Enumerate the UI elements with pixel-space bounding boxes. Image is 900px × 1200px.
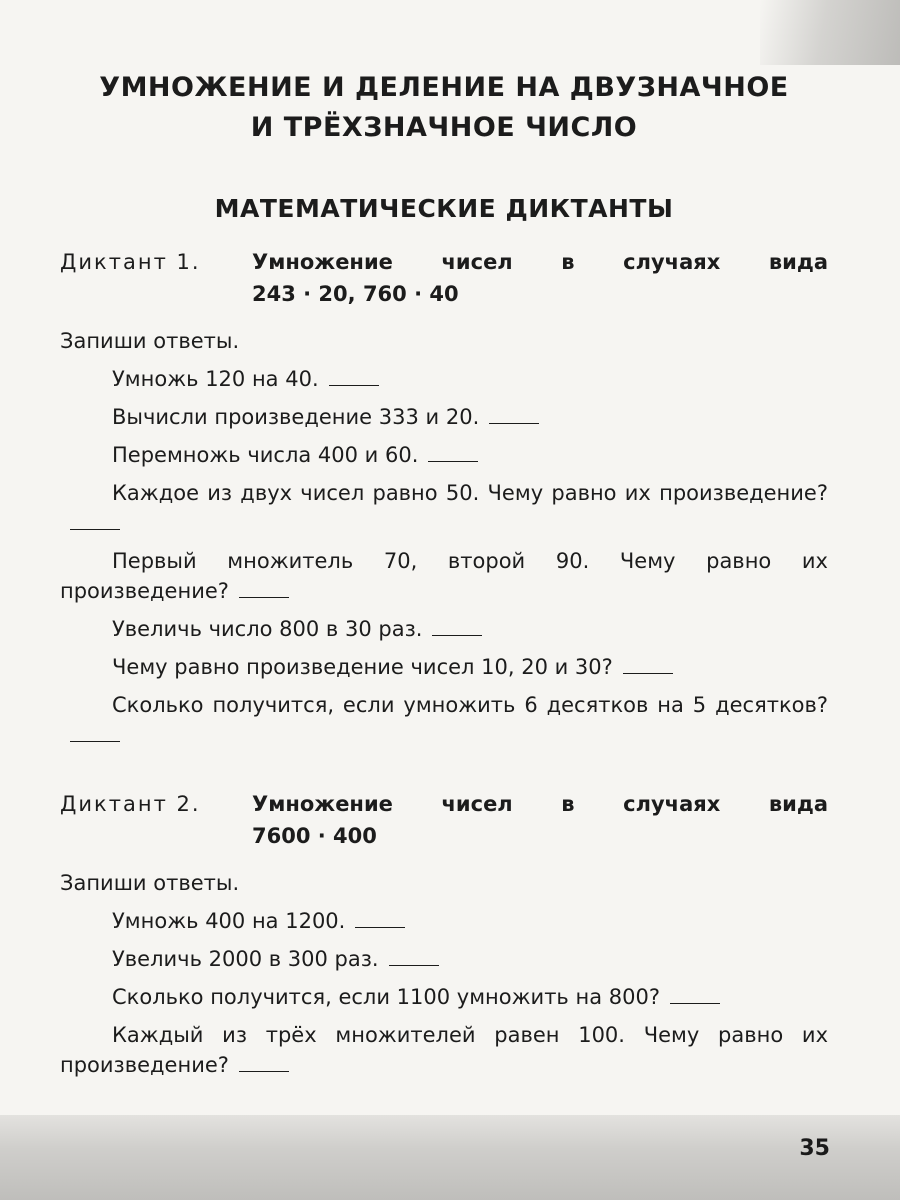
page-content <box>60 68 828 1088</box>
answer-blank <box>239 579 289 598</box>
page-footer-band <box>0 1115 900 1200</box>
task-item <box>60 440 828 470</box>
task-item <box>60 690 828 750</box>
task-item <box>60 478 828 538</box>
dictation-subtitle: 243 · 20, 760 · 40 <box>252 282 459 306</box>
task-text: Сколько получится, если умножить 6 десятков на 5 десятков? <box>112 693 828 717</box>
answer-blank <box>239 1053 289 1072</box>
task-list <box>60 364 828 750</box>
task-text: Умножь 120 на 40. <box>112 367 319 391</box>
dictation-heading <box>60 246 828 310</box>
answer-blank <box>389 947 439 966</box>
task-text: Увеличь 2000 в 300 раз. <box>112 947 379 971</box>
task-text: Первый множитель 70, второй 90. Чему равно их произведение? <box>60 549 828 603</box>
task-item <box>60 652 828 682</box>
dictation-1 <box>60 246 828 750</box>
dictation-title: Умножение чисел в случаях вида <box>252 792 828 816</box>
task-item <box>60 614 828 644</box>
answer-blank <box>70 723 120 742</box>
task-text: Сколько получится, если 1100 умножить на 800? <box>112 985 660 1009</box>
task-text: Каждое из двух чисел равно 50. Чему равно их произведение? <box>112 481 828 505</box>
dictation-label: Диктант 1. <box>60 250 201 274</box>
task-text: Вычисли произведение 333 и 20. <box>112 405 480 429</box>
task-item <box>60 906 828 936</box>
task-text: Каждый из трёх множителей равен 100. Чему равно их произведение? <box>60 1023 828 1077</box>
instruction-text: Запиши ответы. <box>60 871 240 895</box>
task-item <box>60 546 828 606</box>
task-item <box>60 982 828 1012</box>
task-text: Перемножь числа 400 и 60. <box>112 443 419 467</box>
page-number: 35 <box>799 1136 830 1161</box>
dictation-label: Диктант 2. <box>60 792 201 816</box>
dictation-subtitle: 7600 · 400 <box>252 824 377 848</box>
answer-blank <box>489 405 539 424</box>
task-text: Чему равно произведение чисел 10, 20 и 30? <box>112 655 613 679</box>
task-text: Увеличь число 800 в 30 раз. <box>112 617 423 641</box>
task-item <box>60 402 828 432</box>
chapter-title <box>60 68 828 148</box>
chapter-title-line-2: И ТРЁХЗНАЧНОЕ ЧИСЛО <box>250 112 638 143</box>
answer-blank <box>70 511 120 530</box>
task-text: Умножь 400 на 1200. <box>112 909 346 933</box>
answer-blank <box>670 985 720 1004</box>
task-item <box>60 944 828 974</box>
answer-blank <box>355 909 405 928</box>
answer-blank <box>432 617 482 636</box>
answer-blank <box>329 367 379 386</box>
answer-blank <box>623 655 673 674</box>
task-item <box>60 364 828 394</box>
dictation-title: Умножение чисел в случаях вида <box>252 250 828 274</box>
dictation-heading <box>60 788 828 852</box>
instruction-text: Запиши ответы. <box>60 329 240 353</box>
page-edge-shadow <box>760 0 900 65</box>
dictation-2 <box>60 788 828 1080</box>
answer-blank <box>428 443 478 462</box>
task-item <box>60 1020 828 1080</box>
section-title: МАТЕМАТИЧЕСКИЕ ДИКТАНТЫ <box>214 194 674 223</box>
task-list <box>60 906 828 1080</box>
chapter-title-line-1: УМНОЖЕНИЕ И ДЕЛЕНИЕ НА ДВУЗНАЧНОЕ <box>99 72 789 103</box>
